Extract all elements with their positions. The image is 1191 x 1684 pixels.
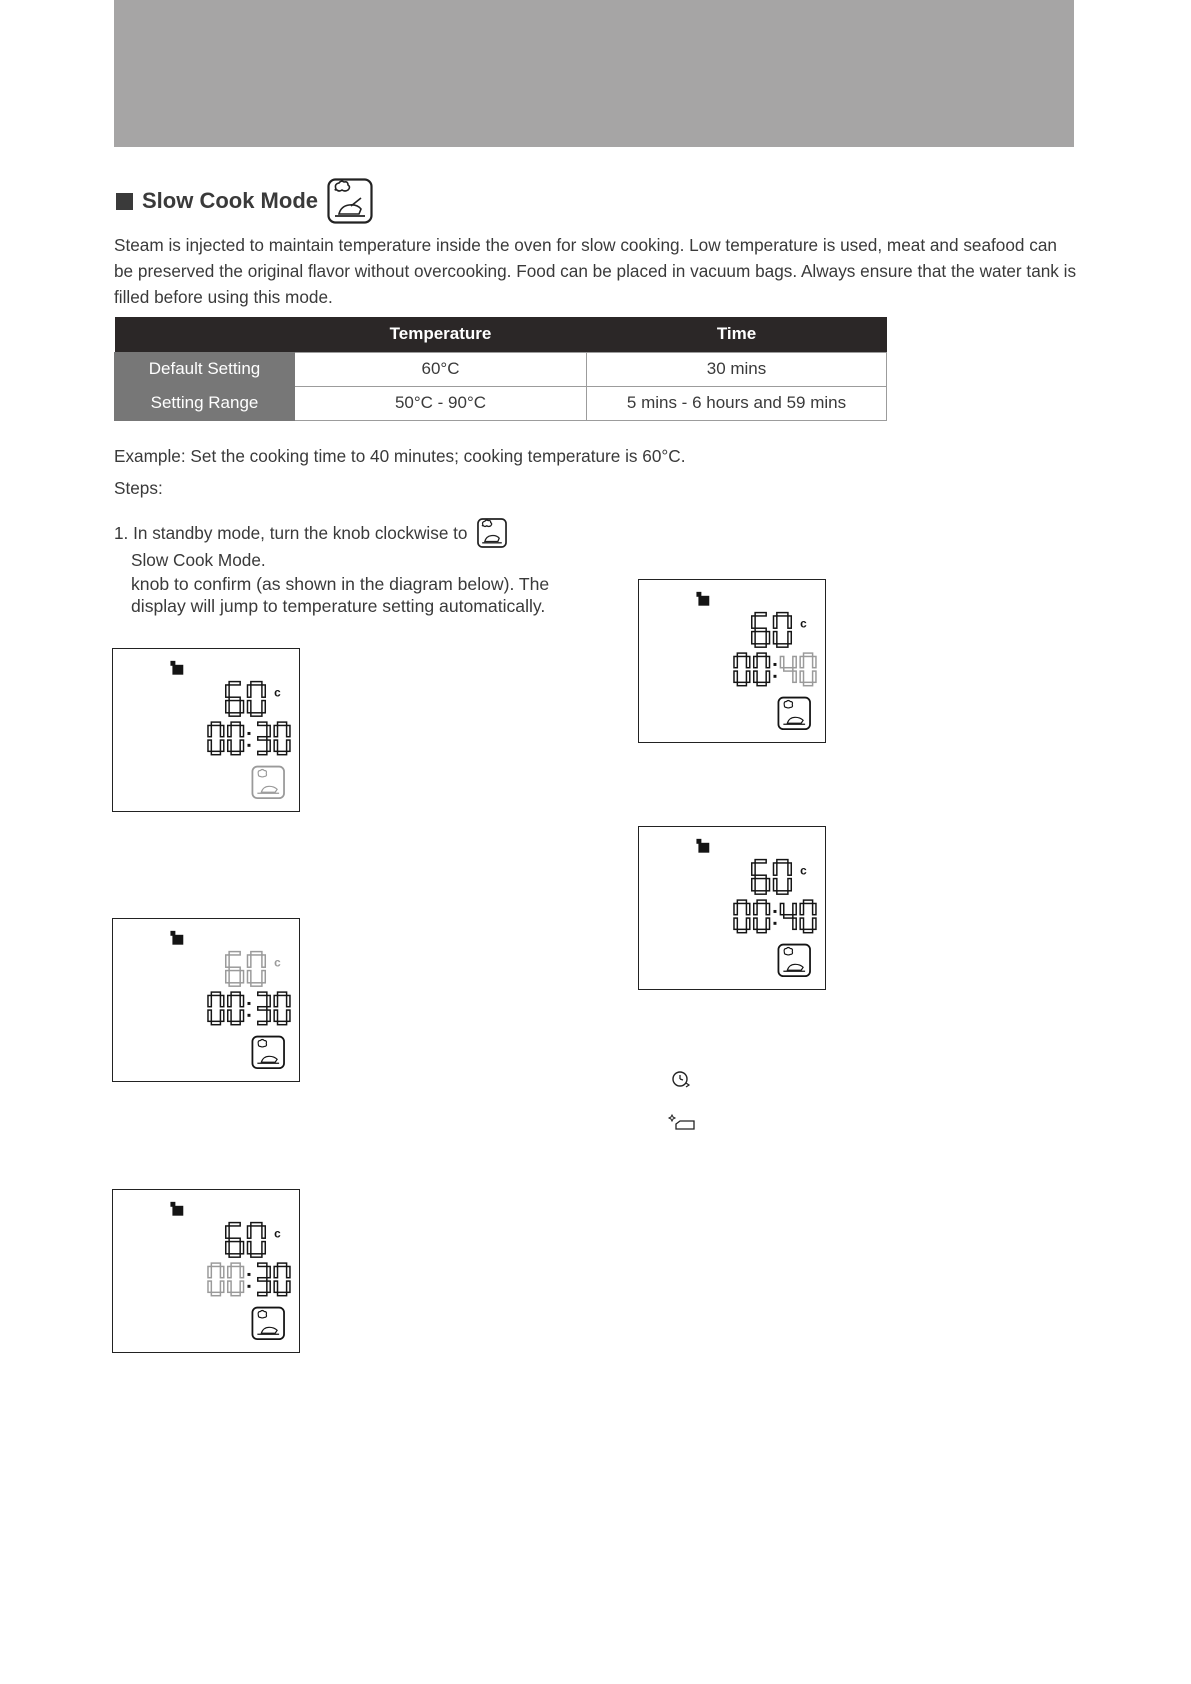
time-digit bbox=[274, 992, 290, 1025]
clean-icon bbox=[667, 1111, 695, 1135]
temp-unit: c bbox=[274, 685, 281, 700]
time-colon bbox=[773, 910, 776, 925]
temperature-cell: 50°C - 90°C bbox=[295, 386, 587, 420]
slow-cook-icon bbox=[252, 1308, 284, 1340]
time-digit bbox=[754, 653, 770, 686]
time-colon bbox=[247, 1273, 250, 1288]
steam-indicator-icon bbox=[170, 661, 183, 675]
row-label: Default Setting bbox=[115, 352, 295, 386]
row-label: Setting Range bbox=[115, 386, 295, 420]
slow-cook-icon bbox=[252, 1037, 284, 1069]
time-digit bbox=[208, 722, 224, 755]
section-title bbox=[116, 175, 373, 227]
temp-digit bbox=[247, 952, 265, 987]
step-1 bbox=[114, 518, 507, 548]
time-digit bbox=[228, 992, 244, 1025]
time-digit bbox=[800, 653, 816, 686]
temp-digit bbox=[226, 682, 244, 717]
step-1-detail: knob to confirm (as shown in the diagram below). The display will jump to temperature setting automatically. bbox=[131, 574, 550, 616]
table-header-row bbox=[115, 317, 887, 352]
time-digit bbox=[754, 900, 770, 933]
slow-cook-icon bbox=[252, 767, 284, 799]
title-bullet bbox=[116, 193, 133, 210]
temp-unit: c bbox=[274, 955, 281, 970]
temp-digit bbox=[773, 860, 791, 895]
time-digit bbox=[228, 722, 244, 755]
temp-digit bbox=[247, 682, 265, 717]
time-digit bbox=[734, 900, 750, 933]
time-colon bbox=[247, 732, 250, 747]
example-text: Example: Set the cooking time to 40 minutes; cooking temperature is 60°C. bbox=[114, 446, 686, 466]
slow-cook-icon bbox=[778, 945, 810, 977]
step-1-continuation: Slow Cook Mode. bbox=[131, 550, 266, 570]
temp-digit bbox=[752, 860, 770, 895]
slow-cook-icon bbox=[778, 698, 810, 730]
lcd-display bbox=[112, 648, 300, 812]
time-digit bbox=[780, 903, 796, 929]
time-cell: 30 mins bbox=[587, 352, 887, 386]
steam-indicator-icon bbox=[696, 839, 709, 853]
time-digit bbox=[228, 1263, 244, 1296]
table-header-cell: Time bbox=[587, 317, 887, 352]
time-digit bbox=[780, 656, 796, 682]
table-header-cell: Temperature bbox=[295, 317, 587, 352]
temp-digit bbox=[226, 952, 244, 987]
steam-indicator-icon bbox=[696, 592, 709, 606]
lcd-display bbox=[112, 1189, 300, 1353]
temp-unit: c bbox=[800, 616, 807, 631]
page-title: Slow Cook Mode bbox=[142, 188, 318, 213]
step-1-text: 1. In standby mode, turn the knob clockwise to bbox=[114, 522, 468, 543]
steps-label: Steps: bbox=[114, 478, 163, 498]
slow-cook-icon bbox=[327, 178, 373, 224]
temperature-cell: 60°C bbox=[295, 352, 587, 386]
temp-digit bbox=[226, 1223, 244, 1258]
intro-paragraph: Steam is injected to maintain temperature inside the oven for slow cooking. Low temperature is used, meat and seafood can be preserved the original flavor without overcooking. Food can be placed in vacuum bags. Always ensure that the water tank is filled before using this mode. bbox=[114, 235, 1077, 307]
temp-digit bbox=[773, 613, 791, 648]
temp-digit bbox=[247, 1223, 265, 1258]
time-colon bbox=[773, 663, 776, 678]
header-band bbox=[114, 0, 1074, 147]
temp-unit: c bbox=[800, 863, 807, 878]
time-digit bbox=[258, 992, 270, 1025]
time-digit bbox=[274, 722, 290, 755]
time-digit bbox=[274, 1263, 290, 1296]
lcd-display bbox=[638, 826, 826, 990]
lcd-display bbox=[638, 579, 826, 743]
time-colon bbox=[247, 1002, 250, 1017]
lcd-display bbox=[112, 918, 300, 1082]
steam-indicator-icon bbox=[170, 931, 183, 945]
table-header-cell bbox=[115, 317, 295, 352]
time-digit bbox=[734, 653, 750, 686]
table-row bbox=[115, 386, 887, 420]
steam-indicator-icon bbox=[170, 1202, 183, 1216]
settings-table bbox=[114, 317, 887, 421]
time-digit bbox=[208, 992, 224, 1025]
temp-unit: c bbox=[274, 1226, 281, 1241]
time-digit bbox=[258, 722, 270, 755]
timer-icon bbox=[667, 1067, 695, 1091]
time-digit bbox=[800, 900, 816, 933]
slow-cook-icon bbox=[477, 518, 507, 548]
table-row bbox=[115, 352, 887, 386]
temp-digit bbox=[752, 613, 770, 648]
time-cell: 5 mins - 6 hours and 59 mins bbox=[587, 386, 887, 420]
time-digit bbox=[208, 1263, 224, 1296]
time-digit bbox=[258, 1263, 270, 1296]
